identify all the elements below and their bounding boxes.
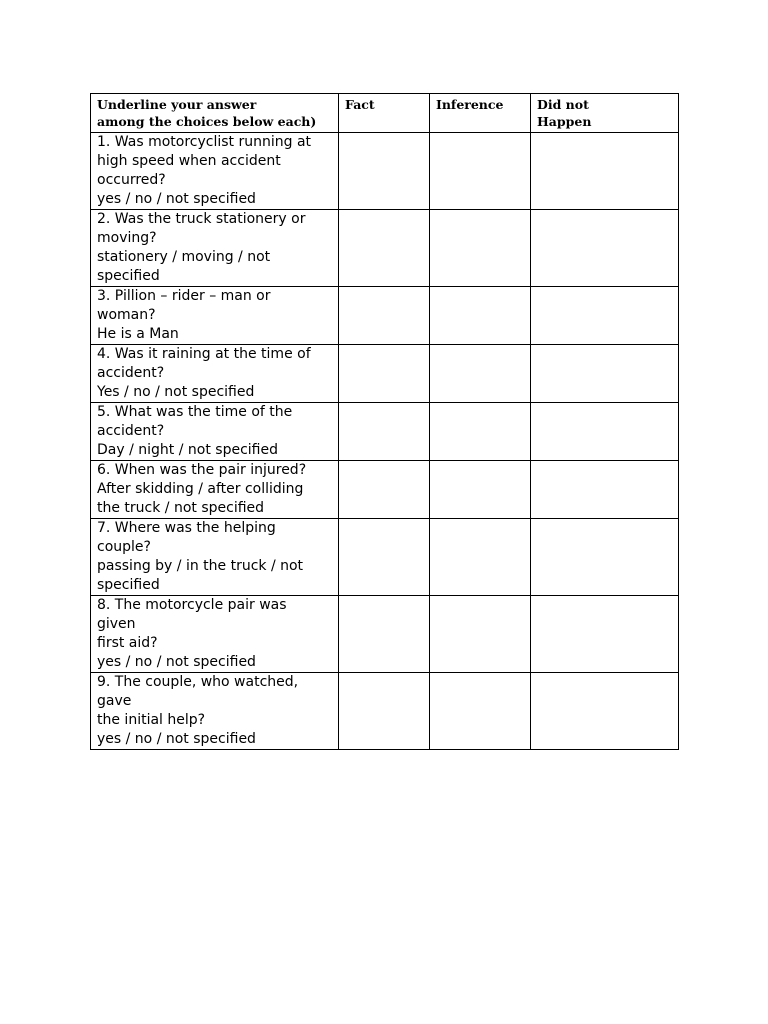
answer-cell-inference[interactable] bbox=[430, 287, 531, 345]
answer-cell-did-not-happen[interactable] bbox=[531, 133, 679, 210]
question-text-line: 3. Pillion – rider – man or bbox=[97, 288, 271, 304]
question-text-line: He is a Man bbox=[97, 326, 179, 342]
answer-cell-did-not-happen[interactable] bbox=[531, 519, 679, 596]
question-text-line: accident? bbox=[97, 423, 165, 439]
question-cell bbox=[91, 287, 339, 345]
answer-cell-fact[interactable] bbox=[339, 519, 430, 596]
answer-cell-fact[interactable] bbox=[339, 403, 430, 461]
question-cell bbox=[91, 596, 339, 673]
worksheet-table bbox=[90, 93, 679, 750]
question-text-line: given bbox=[97, 616, 136, 632]
question-text-line: specified bbox=[97, 577, 160, 593]
question-text-line: moving? bbox=[97, 230, 157, 246]
question-text-line: first aid? bbox=[97, 635, 158, 651]
question-text-line: the truck / not specified bbox=[97, 500, 265, 516]
answer-cell-did-not-happen[interactable] bbox=[531, 345, 679, 403]
header-did-not-line: Did not bbox=[537, 97, 589, 112]
header-question-line: Underline your answer bbox=[97, 97, 257, 112]
question-text-line: 4. Was it raining at the time of bbox=[97, 346, 311, 362]
header-question bbox=[91, 94, 339, 133]
header-row bbox=[91, 94, 679, 133]
question-text-line: yes / no / not specified bbox=[97, 191, 256, 207]
answer-cell-inference[interactable] bbox=[430, 673, 531, 750]
answer-cell-did-not-happen[interactable] bbox=[531, 210, 679, 287]
answer-cell-inference[interactable] bbox=[430, 345, 531, 403]
question-text-line: accident? bbox=[97, 365, 165, 381]
answer-cell-fact[interactable] bbox=[339, 287, 430, 345]
answer-cell-did-not-happen[interactable] bbox=[531, 287, 679, 345]
header-did-not-happen bbox=[531, 94, 679, 133]
question-row bbox=[91, 287, 679, 345]
question-row bbox=[91, 403, 679, 461]
answer-cell-inference[interactable] bbox=[430, 519, 531, 596]
question-text-line: woman? bbox=[97, 307, 156, 323]
answer-cell-did-not-happen[interactable] bbox=[531, 673, 679, 750]
answer-cell-fact[interactable] bbox=[339, 345, 430, 403]
question-row bbox=[91, 519, 679, 596]
question-table-body bbox=[91, 133, 679, 750]
question-row bbox=[91, 596, 679, 673]
answer-cell-fact[interactable] bbox=[339, 596, 430, 673]
question-text-line: 9. The couple, who watched, bbox=[97, 674, 299, 690]
question-cell bbox=[91, 345, 339, 403]
answer-cell-inference[interactable] bbox=[430, 461, 531, 519]
answer-cell-fact[interactable] bbox=[339, 210, 430, 287]
question-cell bbox=[91, 133, 339, 210]
answer-cell-did-not-happen[interactable] bbox=[531, 461, 679, 519]
question-row bbox=[91, 345, 679, 403]
question-row bbox=[91, 673, 679, 750]
question-cell bbox=[91, 673, 339, 750]
question-row bbox=[91, 210, 679, 287]
question-text-line: After skidding / after colliding bbox=[97, 481, 304, 497]
question-text-line: 6. When was the pair injured? bbox=[97, 462, 307, 478]
answer-cell-inference[interactable] bbox=[430, 133, 531, 210]
question-text-line: gave bbox=[97, 693, 132, 709]
question-text-line: specified bbox=[97, 268, 160, 284]
answer-cell-inference[interactable] bbox=[430, 596, 531, 673]
question-cell bbox=[91, 519, 339, 596]
header-fact: Fact bbox=[339, 94, 430, 133]
answer-cell-fact[interactable] bbox=[339, 133, 430, 210]
question-text-line: 8. The motorcycle pair was bbox=[97, 597, 287, 613]
header-inference: Inference bbox=[430, 94, 531, 133]
question-text-line: couple? bbox=[97, 539, 151, 555]
question-text-line: Yes / no / not specified bbox=[97, 384, 255, 400]
question-text-line: 1. Was motorcyclist running at bbox=[97, 134, 312, 150]
question-text-line: occurred? bbox=[97, 172, 166, 188]
answer-cell-fact[interactable] bbox=[339, 673, 430, 750]
question-cell bbox=[91, 461, 339, 519]
question-text-line: 2. Was the truck stationery or bbox=[97, 211, 306, 227]
question-text-line: yes / no / not specified bbox=[97, 731, 256, 747]
question-cell bbox=[91, 210, 339, 287]
question-text-line: passing by / in the truck / not bbox=[97, 558, 304, 574]
header-did-not-line: Happen bbox=[537, 114, 592, 129]
question-text-line: high speed when accident bbox=[97, 153, 281, 169]
question-row bbox=[91, 461, 679, 519]
question-text-line: the initial help? bbox=[97, 712, 206, 728]
answer-cell-did-not-happen[interactable] bbox=[531, 596, 679, 673]
answer-cell-did-not-happen[interactable] bbox=[531, 403, 679, 461]
question-text-line: stationery / moving / not bbox=[97, 249, 271, 265]
question-text-line: 7. Where was the helping bbox=[97, 520, 276, 536]
answer-cell-inference[interactable] bbox=[430, 403, 531, 461]
answer-cell-fact[interactable] bbox=[339, 461, 430, 519]
question-text-line: yes / no / not specified bbox=[97, 654, 256, 670]
header-question-line: among the choices below each) bbox=[97, 114, 317, 129]
question-row bbox=[91, 133, 679, 210]
question-cell bbox=[91, 403, 339, 461]
answer-cell-inference[interactable] bbox=[430, 210, 531, 287]
question-text-line: Day / night / not specified bbox=[97, 442, 278, 458]
question-text-line: 5. What was the time of the bbox=[97, 404, 293, 420]
